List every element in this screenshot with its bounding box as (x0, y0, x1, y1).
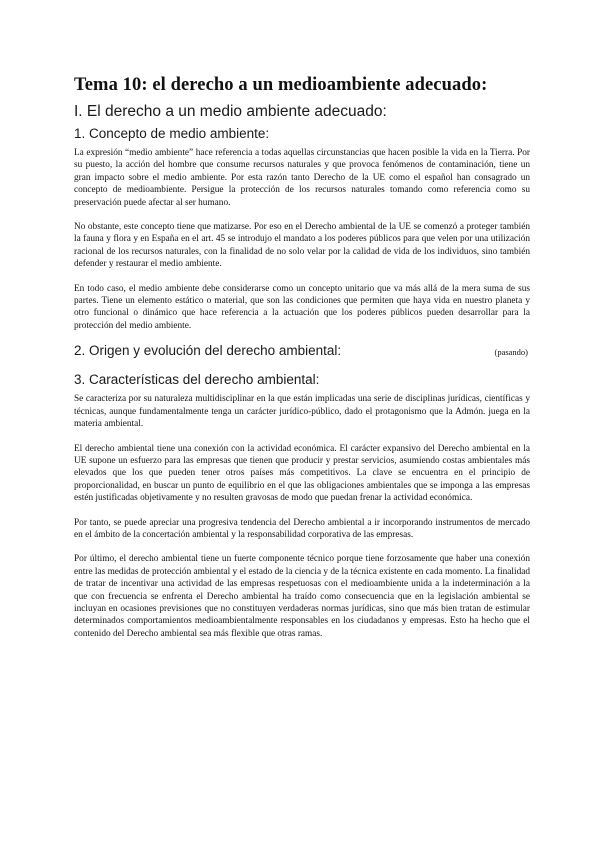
paragraph-7: Por último, el derecho ambiental tiene un fuerte componente técnico porque tiene forzosamente que haber una conexión entre las medidas de protección ambiental y el estado de la ciencia y de la técnica existente en cada momento. La finalidad de tratar de incentivar una actividad de las empresas respetuosas con el medioambiente unida a la indeterminación a la que con frecuencia se enfrenta el Derecho ambiental ha traído como consecuencia que en la legislación ambiental se incluyan en ocasiones previsiones que no constituyen verdaderas normas jurídicas, sino que más bien tratan de estimular determinados comportamientos medioambientalmente responsables en los ciudadanos y empresas. Esto ha hecho que el contenido del Derecho ambiental sea más flexible que otras ramas. (74, 554, 530, 639)
subsection-heading-1: 1. Concepto de medio ambiente: (74, 126, 270, 141)
subsection-2-note: (pasando) (494, 347, 528, 358)
document-title: Tema 10: el derecho a un medioambiente adecuado: (74, 75, 488, 95)
subsection-2-row (74, 342, 530, 359)
subsection-heading-2: 2. Origen y evolución del derecho ambiental: (74, 343, 342, 359)
paragraph-1: La expresión “medio ambiente” hace referencia a todas aquellas circunstancias que hacen posible la vida en la Tierra. Por su puesto, la acción del hombre que consume recursos naturales y que provoca fenómenos de contaminación, tiene un gran impacto sobre el medio ambiente. Por esta razón tanto Derecho de la UE como el español han consagrado un concepto de medioambiente. Persigue la protección de los recursos naturales tomando como referencia como su preservación puede afectar al ser humano. (74, 148, 530, 208)
paragraph-4: Se caracteriza por su naturaleza multidisciplinar en la que están implicadas una serie de disciplinas jurídicas, científicas y técnicas, aunque fundamentalmente tenga un carácter jurídico-público, dado el protagonismo que la Admón. juega en la materia ambiental. (74, 394, 530, 430)
paragraph-2: No obstante, este concepto tiene que matizarse. Por eso en el Derecho ambiental de la UE se comenzó a proteger también la fauna y flora y en España en el art. 45 se introdujo el mandato a los poderes públicos para que velen por una utilización racional de los recursos naturales, con la finalidad de no solo velar por la calidad de vida de los individuos, sino también defender y restaurar el medio ambiente. (74, 222, 530, 270)
paragraph-6: Por tanto, se puede apreciar una progresiva tendencia del Derecho ambiental a ir incorporando instrumentos de mercado en el ámbito de la concertación ambiental y la responsabilidad corporativa de las empresas. (74, 517, 530, 540)
subsection-heading-3: 3. Características del derecho ambiental: (74, 372, 320, 388)
section-heading-1: I. El derecho a un medio ambiente adecuado: (74, 103, 387, 120)
paragraph-3: En todo caso, el medio ambiente debe considerarse como un concepto unitario que va más allá de la mera suma de sus partes. Tiene un elemento estático o material, que son las condiciones que permiten que haya vida en nuestro planeta y otro funcional o dinámico que hace referencia a la actuación que los poderes públicos pueden desarrollar para la protección del medio ambiente. (74, 283, 530, 331)
paragraph-5: El derecho ambiental tiene una conexión con la actividad económica. El carácter expansivo del Derecho ambiental en la UE supone un esfuerzo para las empresas que tienen que producir y prestar servicios, asumiendo costas ambientales más elevados que los que pueden tener otros países más competitivos. La clave se encuentra en el principio de proporcionalidad, en buscar un punto de equilibrio en el que las obligaciones ambientales que se imponga a las empresas estén justificadas objetivamente y no resulten gravosas de modo que puedan frenar la actividad económica. (74, 443, 530, 504)
